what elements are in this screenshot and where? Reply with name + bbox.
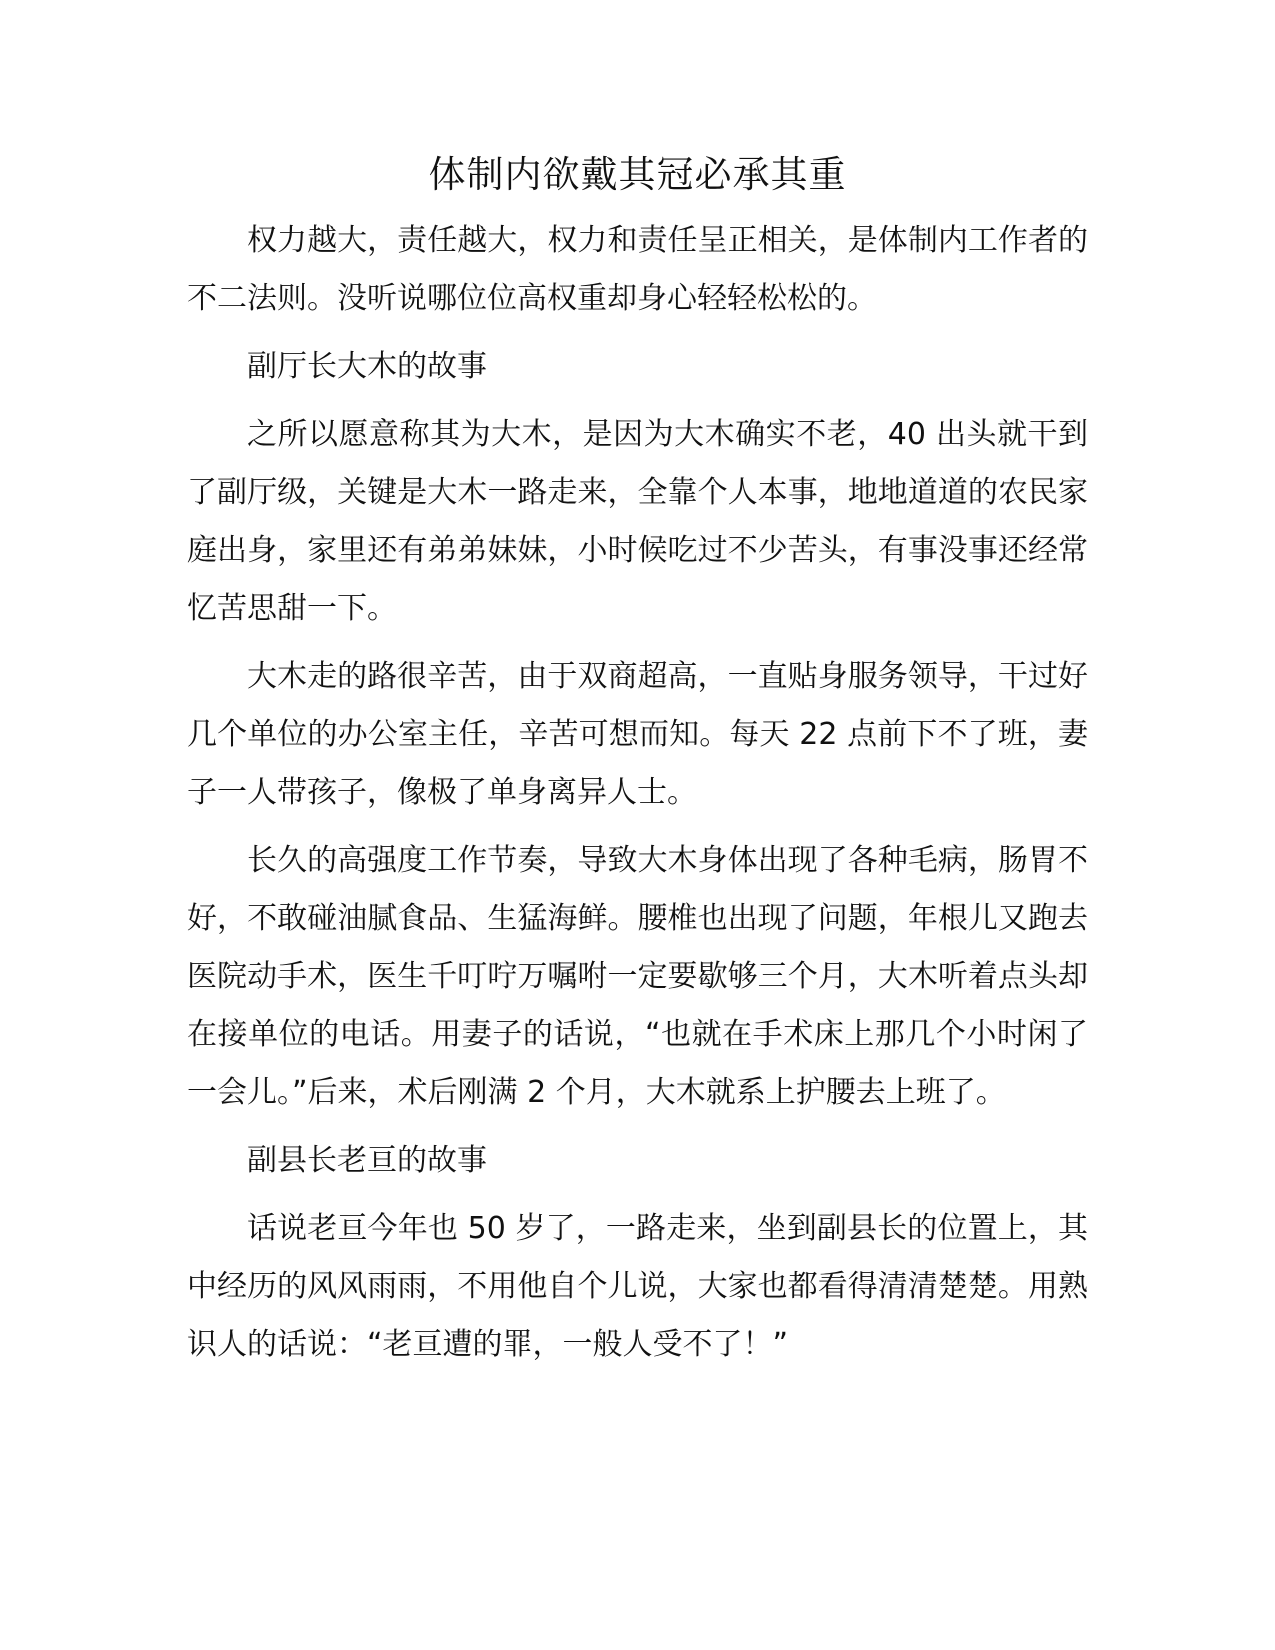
paragraph-damu-work: 大木走的路很辛苦，由于双商超高，一直贴身服务领导，干过好几个单位的办公室主任，辛苦可想而知。每天 22 点前下不了班，妻子一人带孩子，像极了单身离异人士。 [187, 659, 1088, 810]
paragraph-damu-background: 之所以愿意称其为大木，是因为大木确实不老，40 出头就干到了副厅级，关键是大木一路走来，全靠个人本事，地地道道的农民家庭出身，家里还有弟弟妹妹，小时候吃过不少苦头，有事没事还经常忆苦思甜一下。 [187, 417, 1088, 626]
document-title: 体制内欲戴其冠必承其重 [428, 153, 847, 196]
paragraph-intro: 权力越大，责任越大，权力和责任呈正相关，是体制内工作者的不二法则。没听说哪位位高权重却身心轻轻松松的。 [187, 223, 1088, 316]
paragraph-damu-health: 长久的高强度工作节奏，导致大木身体出现了各种毛病，肠胃不好，不敢碰油腻食品、生猛海鲜。腰椎也出现了问题，年根儿又跑去医院动手术，医生千叮咛万嘱咐一定要歇够三个月，大木听着点头却在接单位的电话。用妻子的话说，“也就在手术床上那几个小时闲了一会儿。”后来，术后刚满 2 个月，大木就系上护腰去上班了。 [187, 843, 1088, 1110]
document-body [187, 150, 1088, 1384]
paragraph-laogen-intro: 话说老亘今年也 50 岁了，一路走来，坐到副县长的位置上，其中经历的风风雨雨，不用他自个儿说，大家也都看得清清楚楚。用熟识人的话说：“老亘遭的罪，一般人受不了！” [187, 1211, 1088, 1362]
section-heading-damu: 副厅长大木的故事 [247, 349, 487, 384]
section-heading-laogen: 副县长老亘的故事 [247, 1143, 487, 1178]
